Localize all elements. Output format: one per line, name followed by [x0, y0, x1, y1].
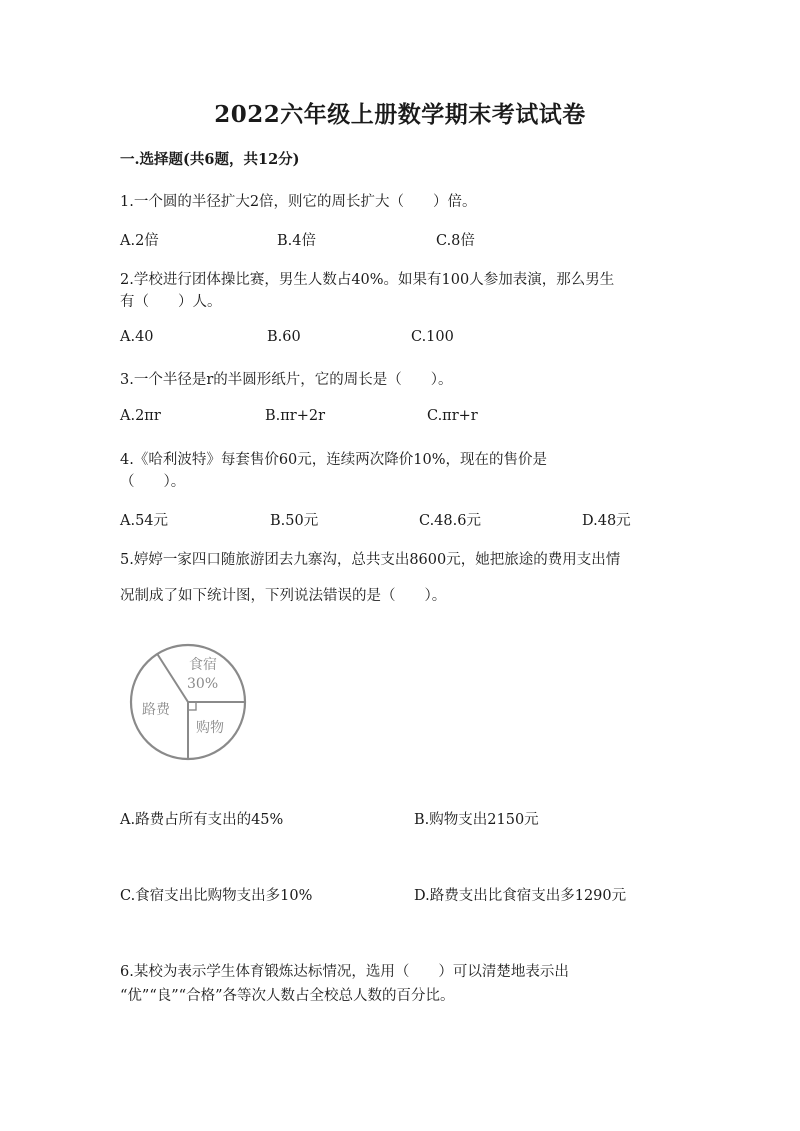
question-3-option-c: C.πr+r — [427, 408, 478, 424]
question-4-option-a: A.54元 — [120, 513, 169, 529]
question-5-option-b: B.购物支出2150元 — [414, 812, 539, 828]
question-5-option-a: A.路费占所有支出的45% — [120, 812, 284, 828]
question-1-option-a: A.2倍 — [120, 233, 159, 249]
slice-label-travel: 路费 — [142, 702, 170, 718]
question-2-option-c: C.100 — [411, 329, 454, 345]
question-3-text: 3.一个半径是r的半圆形纸片，它的周长是（ ）。 — [120, 372, 453, 388]
slice-label-food: 食宿 — [189, 657, 217, 673]
question-4-option-b: B.50元 — [270, 513, 319, 529]
question-5-text-line1: 5.婷婷一家四口随旅游团去九寨沟，总共支出8600元，她把旅途的费用支出情 — [120, 552, 621, 568]
question-6-text-line2: “优”“良”“合格”各等次人数占全校总人数的百分比。 — [120, 988, 455, 1004]
question-1-option-c: C.8倍 — [436, 233, 475, 249]
slice-label-shopping: 购物 — [196, 720, 224, 736]
question-2-option-b: B.60 — [267, 329, 301, 345]
question-5-text-line2: 况制成了如下统计图，下列说法错误的是（ ）。 — [120, 588, 447, 604]
question-3-option-a: A.2πr — [120, 408, 161, 424]
slice-value-food: 30% — [187, 676, 219, 692]
question-2-text-line2: 有（ ）人。 — [120, 294, 222, 310]
question-5-option-d: D.路费支出比食宿支出多1290元 — [414, 888, 627, 904]
question-4-option-d: D.48元 — [582, 513, 631, 529]
question-6-text-line1: 6.某校为表示学生体育锻炼达标情况，选用（ ）可以清楚地表示出 — [120, 964, 569, 980]
page-title: 2022六年级上册数学期末考试试卷 — [214, 101, 586, 128]
pie-chart-svg — [126, 640, 250, 764]
question-4-text-line2: （ ）。 — [120, 474, 186, 490]
question-4-text-line1: 4.《哈利波特》每套售价60元，连续两次降价10%，现在的售价是 — [120, 452, 548, 468]
expense-pie-chart — [126, 640, 250, 764]
question-2-text-line1: 2.学校进行团体操比赛，男生人数占40%。如果有100人参加表演，那么男生 — [120, 272, 615, 288]
question-4-option-c: C.48.6元 — [419, 513, 481, 529]
question-1-text: 1.一个圆的半径扩大2倍，则它的周长扩大（ ）倍。 — [120, 194, 477, 210]
question-1-option-b: B.4倍 — [277, 233, 316, 249]
question-5-option-c: C.食宿支出比购物支出多10% — [120, 888, 313, 904]
question-3-option-b: B.πr+2r — [265, 408, 326, 424]
section-heading: 一.选择题(共6题，共12分) — [120, 151, 300, 168]
question-2-option-a: A.40 — [120, 329, 154, 345]
